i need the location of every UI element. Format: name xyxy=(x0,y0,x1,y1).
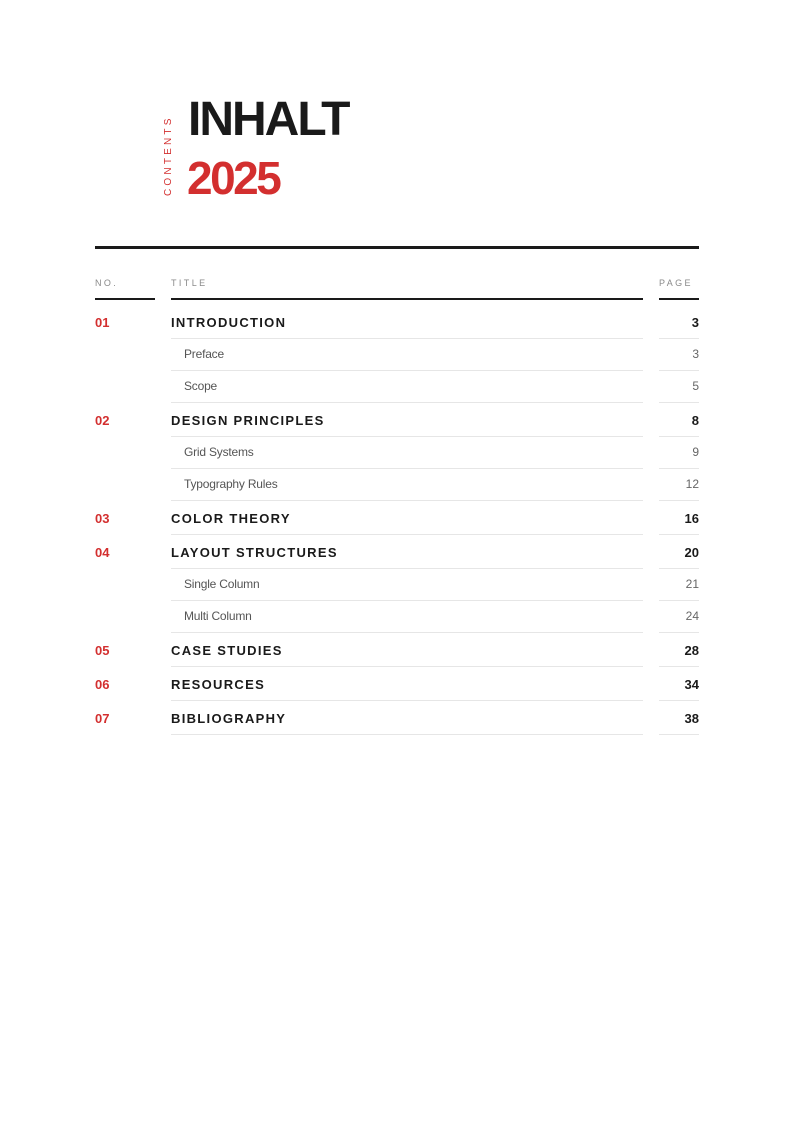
year-label: 2025 xyxy=(187,152,280,204)
chapter-number: 03 xyxy=(95,511,110,526)
chapter-title: COLOR THEORY xyxy=(171,511,291,526)
chapter-number: 06 xyxy=(95,677,110,692)
toc-chapter-row[interactable] xyxy=(0,305,794,339)
toc-chapter-row[interactable] xyxy=(0,701,794,735)
toc-section-row[interactable] xyxy=(0,339,794,371)
column-header-page: PAGE xyxy=(659,278,693,288)
chapter-title: DESIGN PRINCIPLES xyxy=(171,413,325,428)
page-number: 28 xyxy=(684,643,699,658)
row-divider xyxy=(171,734,643,735)
toc-section-row[interactable] xyxy=(0,569,794,601)
section-title: Multi Column xyxy=(184,609,252,623)
section-title: Preface xyxy=(184,347,224,361)
page-number: 20 xyxy=(684,545,699,560)
row-divider xyxy=(659,734,699,735)
chapter-number: 01 xyxy=(95,315,110,330)
toc-chapter-row[interactable] xyxy=(0,403,794,437)
contents-vertical-label: CONTENTS xyxy=(163,115,174,196)
chapter-number: 07 xyxy=(95,711,110,726)
header-underline-number xyxy=(95,298,155,300)
section-title: Single Column xyxy=(184,577,260,591)
toc-chapter-row[interactable] xyxy=(0,633,794,667)
column-header-number: NO. xyxy=(95,278,119,288)
toc-section-row[interactable] xyxy=(0,437,794,469)
page-number: 3 xyxy=(692,347,699,361)
toc-section-row[interactable] xyxy=(0,469,794,501)
column-header-title: TITLE xyxy=(171,278,208,288)
toc-section-row[interactable] xyxy=(0,601,794,633)
page-number: 21 xyxy=(685,577,699,591)
page-title: INHALT xyxy=(188,93,349,146)
top-divider xyxy=(95,246,699,249)
toc-chapter-row[interactable] xyxy=(0,501,794,535)
toc-list xyxy=(0,305,794,735)
chapter-title: INTRODUCTION xyxy=(171,315,287,330)
section-title: Typography Rules xyxy=(184,477,278,491)
chapter-title: RESOURCES xyxy=(171,677,266,692)
page-number: 24 xyxy=(685,609,699,623)
chapter-number: 02 xyxy=(95,413,110,428)
toc-chapter-row[interactable] xyxy=(0,535,794,569)
section-title: Grid Systems xyxy=(184,445,254,459)
page-number: 9 xyxy=(692,445,699,459)
chapter-number: 05 xyxy=(95,643,110,658)
chapter-title: LAYOUT STRUCTURES xyxy=(171,545,338,560)
page-number: 5 xyxy=(692,379,699,393)
section-title: Scope xyxy=(184,379,218,393)
page-number: 34 xyxy=(684,677,699,692)
page-number: 12 xyxy=(685,477,699,491)
chapter-number: 04 xyxy=(95,545,110,560)
chapter-title: BIBLIOGRAPHY xyxy=(171,711,287,726)
toc-section-row[interactable] xyxy=(0,371,794,403)
chapter-title: CASE STUDIES xyxy=(171,643,283,658)
page-number: 8 xyxy=(691,413,699,428)
page-number: 38 xyxy=(684,711,699,726)
header-underline-page xyxy=(659,298,699,300)
toc-chapter-row[interactable] xyxy=(0,667,794,701)
page-number: 3 xyxy=(691,315,699,330)
header-underline-title xyxy=(171,298,643,300)
page-number: 16 xyxy=(684,511,699,526)
